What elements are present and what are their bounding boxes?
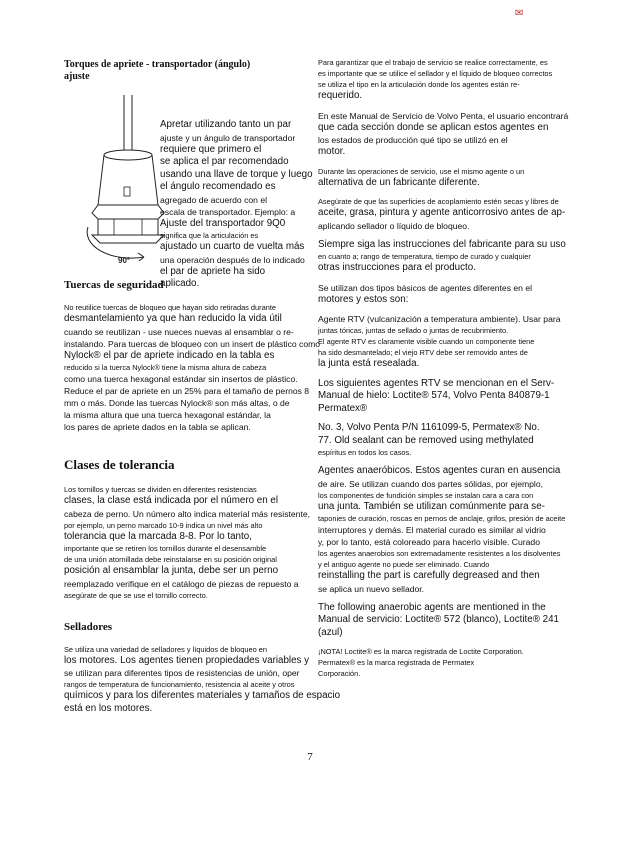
text-line: aplicando sellador o líquido de bloqueo.	[318, 220, 470, 231]
text-line: escala de transportador. Ejemplo: a	[160, 206, 296, 217]
text-line: tolerancia que la marcada 8-8. Por lo tanto,	[64, 530, 252, 542]
text-line: se utiliza el tipo en la articulación donde los agentes están re-	[318, 80, 520, 89]
text-line: Permatex® es la marca registrada de Permatex	[318, 658, 475, 667]
rtv-agent-paragraph	[318, 313, 568, 371]
text-line: una junta. También se utilizan comúnmente para se-	[318, 500, 545, 512]
text-line: alternativa de un fabricante diferente.	[318, 176, 480, 188]
text-line: Se utiliza una variedad de selladores y líquidos de bloqueo en	[64, 644, 267, 654]
text-line: ajuste y un ángulo de transportador	[160, 132, 296, 143]
text-line: está en los motores.	[64, 702, 153, 714]
text-line: juntas tóricas, juntas de sellado o juntas de recubrimiento.	[318, 326, 509, 335]
text-line: ¡NOTA! Loctite® es la marca registrada de Loctite Corporation.	[318, 647, 524, 656]
alternative-agent-paragraph	[318, 166, 568, 190]
text-line: químicos y para los diferentes materiales y tamaños de espacio	[64, 690, 341, 701]
text-line: No. 3, Volvo Penta P/N 1161099-5, Permatex® No.	[318, 422, 540, 433]
text-line: la misma altura que una tuerca hexagonal estándar, la	[64, 410, 271, 420]
text-line: los componentes de fundición simples se instalan cara a cara con	[318, 490, 534, 500]
text-line: Para garantizar que el trabajo de servicio se realice correctamente, es	[318, 58, 548, 67]
torque-paragraph	[160, 119, 320, 291]
safety-nuts-title: Tuercas de seguridad	[64, 279, 164, 291]
text-line: Se utilizan dos tipos básicos de agentes diferentes en el	[318, 282, 533, 293]
text-line: requerido.	[318, 90, 363, 101]
sealers-title: Selladores	[64, 620, 113, 633]
text-line: interruptores y demás. El material curado es similar al vidrio	[318, 525, 546, 535]
text-line: y el antiguo agente no puede ser eliminado. Cuando	[318, 560, 490, 569]
text-line: motores y estos son:	[318, 293, 409, 305]
text-line: cuando se reutilizan - use nueces nuevas al ensamblar o re-	[64, 326, 294, 337]
text-line: En este Manual de Servicio de Volvo Penta, el usuario encontrará	[318, 110, 569, 121]
text-line: los pares de apriete dados en la tabla se aplican.	[64, 422, 251, 432]
text-line: los agentes anaerobios son extremadamente resistentes a los disolventes	[318, 549, 561, 558]
text-line: de aire. Se utilizan cuando dos partes sólidas, por ejemplo,	[318, 478, 544, 489]
text-line: cabeza de perno. Un número alto indica material más resistente,	[64, 508, 311, 519]
text-line: Nylock® el par de apriete indicado en la tabla es	[64, 349, 275, 361]
text-line: El agente RTV es claramente visible cuando un componente tiene	[318, 337, 535, 346]
text-line: The following anaerobic agents are mentioned in the	[318, 601, 546, 613]
text-line: posición al ensamblar la junta, debe ser un perno	[64, 565, 279, 576]
rtv-products-continued-paragraph	[318, 422, 568, 458]
text-line: como una tuerca hexagonal estándar sin insertos de plástico.	[64, 374, 298, 384]
text-line: No reutilice tuercas de bloqueo que hayan sido retiradas durante	[64, 303, 277, 312]
text-line: ajustado un cuarto de vuelta más	[160, 241, 305, 252]
text-line: una operación después de lo indicado	[160, 254, 305, 265]
corner-logo-mark: ✉	[515, 8, 524, 19]
text-line: Ajuste del transportador 9Q0	[160, 217, 286, 229]
text-line: clases, la clase está indicada por el número en el	[64, 495, 279, 506]
rtv-products-paragraph	[318, 378, 568, 416]
text-line: importante que se retiren los tornillos durante el desensamble	[64, 544, 267, 553]
text-line: Reduce el par de apriete en un 25% para el tamaño de pernos 8	[64, 386, 310, 396]
text-line: es importante que se utilice el sellador y el líquido de bloqueo correctos	[318, 69, 553, 78]
text-line: en cuanto a; rango de temperatura, tiempo de curado y cualquier	[318, 252, 531, 261]
tolerance-classes-title: Clases de tolerancia	[64, 457, 175, 472]
trademark-note-paragraph	[318, 646, 568, 679]
text-line: ha sido desmantelado; el viejo RTV debe ser removido antes de	[318, 348, 528, 357]
torque-title-line: Torques de apriete - transportador (ángulo)	[64, 59, 251, 70]
text-line: asegúrate de que se use el tornillo correcto.	[64, 590, 208, 600]
text-line: Corporación.	[318, 669, 361, 678]
text-line: se aplica el par recomendado	[160, 156, 289, 167]
text-line: que cada sección donde se aplican estos agentes en	[318, 121, 549, 133]
text-line: rangos de temperatura de funcionamiento, resistencia al aceite y otros	[64, 680, 295, 689]
text-line: usando una llave de torque y luego	[160, 168, 313, 180]
text-line: otras instrucciones para el producto.	[318, 262, 476, 273]
text-line: se aplica un nuevo sellador.	[318, 583, 425, 594]
anaerobic-products-paragraph	[318, 602, 568, 640]
text-line: Manual de servicio: Loctite® 572 (blanco), Loctite® 241	[318, 614, 559, 625]
text-line: Permatex®	[318, 402, 368, 414]
page-number: 7	[307, 751, 313, 763]
text-line: Los siguientes agentes RTV se mencionan en el Serv-	[318, 377, 555, 389]
text-line: agregado de acuerdo con el	[160, 194, 268, 205]
sealer-intro-paragraph	[318, 57, 568, 103]
torque-title-line: ajuste	[64, 71, 90, 82]
text-line: de una unión atornillada debe reinstalarse en su posición original	[64, 555, 277, 564]
text-line: Los tornillos y tuercas se dividen en diferentes resistencias	[64, 485, 257, 494]
text-line: instalando. Para tuercas de bloqueo con un insert de plástico como	[64, 338, 321, 349]
text-line: Agentes anaeróbicos. Estos agentes curan en ausencia	[318, 465, 561, 476]
text-line: Durante las operaciones de servicio, use el mismo agente o un	[318, 166, 525, 176]
text-line: reemplazado verifique en el catálogo de piezas de repuesto a	[64, 578, 299, 589]
text-line: la junta está resealada.	[318, 358, 420, 369]
text-line: (azul)	[318, 626, 343, 638]
text-line: Apretar utilizando tanto un par	[160, 119, 292, 130]
torque-section-title	[64, 59, 312, 83]
text-line: Manual de hielo: Loctite® 574, Volvo Penta 840879-1	[318, 390, 550, 401]
text-line: y, por lo tanto, está coloreado para hacerlo visible. Curado	[318, 537, 540, 547]
text-line: aceite, grasa, pintura y agente anticorrosivo antes de ap-	[318, 207, 566, 218]
text-line: Siempre siga las instrucciones del fabricante para su uso	[318, 238, 566, 250]
agent-types-paragraph	[318, 282, 568, 307]
text-line: los motores. Los agentes tienen propiedades variables y	[64, 654, 310, 666]
text-line: el ángulo recomendado es	[160, 181, 276, 192]
text-line: 77. Old sealant can be removed using methylated	[318, 434, 534, 446]
text-line: significa que la articulación es	[160, 231, 259, 240]
text-line: Agente RTV (vulcanización a temperatura ambiente). Usar para	[318, 314, 561, 324]
text-line: el par de apriete ha sido	[160, 265, 266, 277]
text-line: mm o más. Donde las tuercas Nylock® son más altas, o de	[64, 398, 290, 408]
service-manual-paragraph	[318, 110, 568, 159]
right-column	[318, 57, 568, 679]
text-line: motor.	[318, 146, 346, 157]
text-line: aplicado.	[160, 278, 200, 289]
text-line: espíritus en todos los casos.	[318, 448, 412, 457]
text-line: taponies de curación, roscas en pernos de anclaje, grifos, presión de aceite	[318, 514, 566, 523]
text-line: reducido si la tuerca Nylock® tiene la misma altura de cabeza	[64, 363, 267, 372]
text-line: desmantelamiento ya que han reducido la vida útil	[64, 313, 282, 324]
safety-nuts-paragraph	[64, 302, 321, 433]
text-line: Asegúrate de que las superficies de acoplamiento estén secas y libres de	[318, 197, 559, 206]
surface-prep-paragraph	[318, 196, 568, 232]
tolerance-classes-paragraph	[64, 484, 312, 601]
text-line: requiere que primero el	[160, 143, 262, 155]
manufacturer-instructions-paragraph	[318, 239, 568, 275]
text-line: se utilizan para diferentes tipos de resistencias de unión, oper	[64, 668, 300, 678]
anaerobic-agent-paragraph	[318, 465, 568, 595]
text-line: los estados de producción qué tipo se utilizó en el	[318, 135, 508, 145]
figure-angle-label: 90°	[118, 256, 131, 265]
text-line: por ejemplo, un perno marcado 10-9 indica un nivel más alto	[64, 520, 263, 530]
text-line: reinstalling the part is carefully degreased and then	[318, 570, 540, 581]
